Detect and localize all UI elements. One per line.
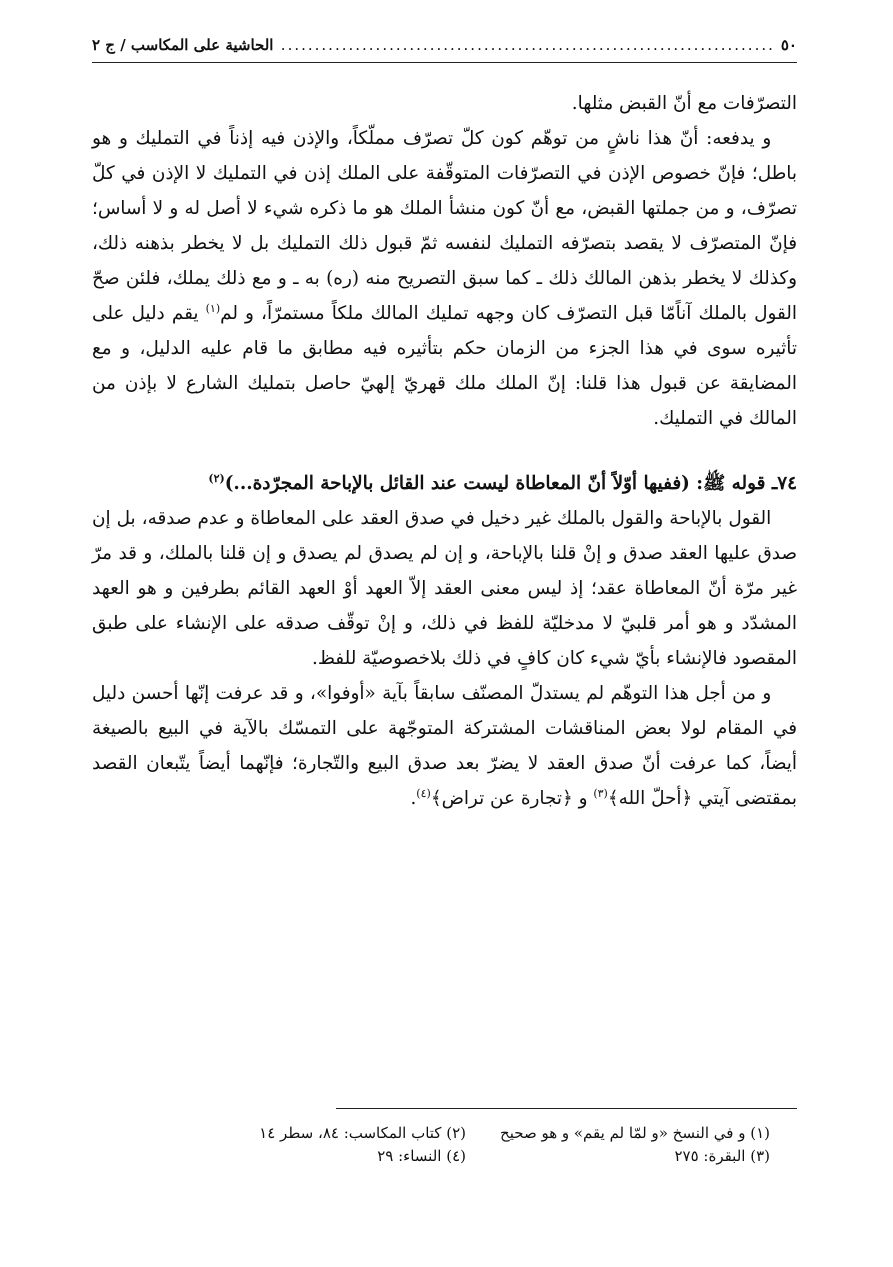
- footnote-4: (٤) النساء: ٢٩: [377, 1147, 466, 1165]
- page-header: [92, 36, 797, 54]
- paragraph-1: التصرّفات مع أنّ القبض مثلها.: [571, 93, 797, 114]
- footnote-row: [180, 1145, 770, 1168]
- footnote-ref-4: (٤): [416, 786, 431, 800]
- page-number: ٥٠: [780, 36, 797, 54]
- running-title: الحاشية على المكاسب / ج ٢: [92, 36, 274, 54]
- footnote-rule: [336, 1108, 797, 1109]
- main-text: [92, 86, 797, 816]
- footnotes: [180, 1122, 770, 1168]
- footnote-1: (١) و في النسخ «و لمّا لم يقم» و هو صحيح: [500, 1124, 770, 1142]
- footnote-3: (٣) البقرة: ٢٧٥: [674, 1147, 770, 1165]
- paragraph-2: و يدفعه: أنّ هذا ناشٍ من توهّم كون كلّ تصرّف مملّكاً، والإذن فيه إذناً في التمليك و هو باطل؛ فإنّ خصوص الإذن في التصرّفات المتوقّفة على الملك إذن في التمليك لا الإذن في كلّ تصرّف، و من جملتها القبض، مع أنّ كون منشأ الملك هو ما ذكره شيء لا أصل له و لا أساس؛ فإنّ المتصرّف لا يقصد بتصرّفه التمليك لنفسه ثمّ قبول ذلك التمليك بل لا يخطر بذهنه ذلك، وكذلك لا يخطر بذهن المالك ذلك ـ كما سبق التصريح منه (ره) به ـ و مع ذلك يملك، فلئن صحّ القول بالملك آناًمّا قبل التصرّف كان وجهه تمليك المالك ملكاً مستمرّاً، و لم$^{(١)}$ يقم دليل على تأثيره سوى في هذا الجزء من الزمان حكم بتأثيره فيه مطابق ما قام عليه الدليل، و مع المضايقة عن قبول هذا قلنا: إنّ الملك ملك قهريّ إلهيّ حاصل بتمليك الشارع لا بإذن من المالك في التمليك.: [92, 128, 798, 429]
- header-leader-dots: [279, 36, 774, 54]
- footnote-row: [180, 1122, 770, 1145]
- header-rule: [92, 62, 797, 63]
- footnote-ref-1: (١): [205, 301, 221, 315]
- paragraph-3: القول بالإباحة والقول بالملك غير دخيل في صدق العقد على المعاطاة و عدم صدقه، بل إن صدق عليها العقد صدق و إنْ قلنا بالإباحة، و إن لم يصدق لم يصدق و إن قلنا بالملك، و قد مرّ غير مرّة أنّ المعاطاة عقد؛ إذ ليس معنى العقد إلاّ العهد أوْ العهد القائم بطرفين و هو العهد المشدّد و هو أمر قلبيّ لا مدخليّة للفظ في ذلك، و إنْ توقّف صدقه على الإنشاء على طبق المقصود فالإنشاء بأيّ شيء كان كافٍ في ذلك بلاخصوصيّة للفظ.: [92, 508, 797, 669]
- section-heading: ٧٤ـ قوله ﷺ: (ففيها أوّلاً أنّ المعاطاة ليست عند القائل بالإباحة المجرّدة...)$^{(٢)}$: [208, 471, 797, 494]
- footnote-ref-3: (٣): [593, 786, 608, 800]
- footnote-2: (٢) كتاب المكاسب: ٨٤، سطر ١٤: [259, 1124, 466, 1142]
- footnote-ref-2: (٢): [208, 471, 225, 485]
- paragraph-4: و من أجل هذا التوهّم لم يستدلّ المصنّف سابقاً بآية «أوفوا»، و قد عرفت إنّها أحسن دليل في المقام لولا بعض المناقشات المشتركة المتوجّهة على التمسّك بالآية في البيع بالصيغة أيضاً، كما عرفت أنّ صدق العقد لا يضرّ بعد صدق البيع والتّجارة؛ فإنّهما أيضاً يتّبعان القصد بمقتضى آيتي ﴿أحلّ الله﴾$^{(٣)}$ و ﴿تجارة عن تراض﴾$^{(٤)}$.: [92, 683, 798, 809]
